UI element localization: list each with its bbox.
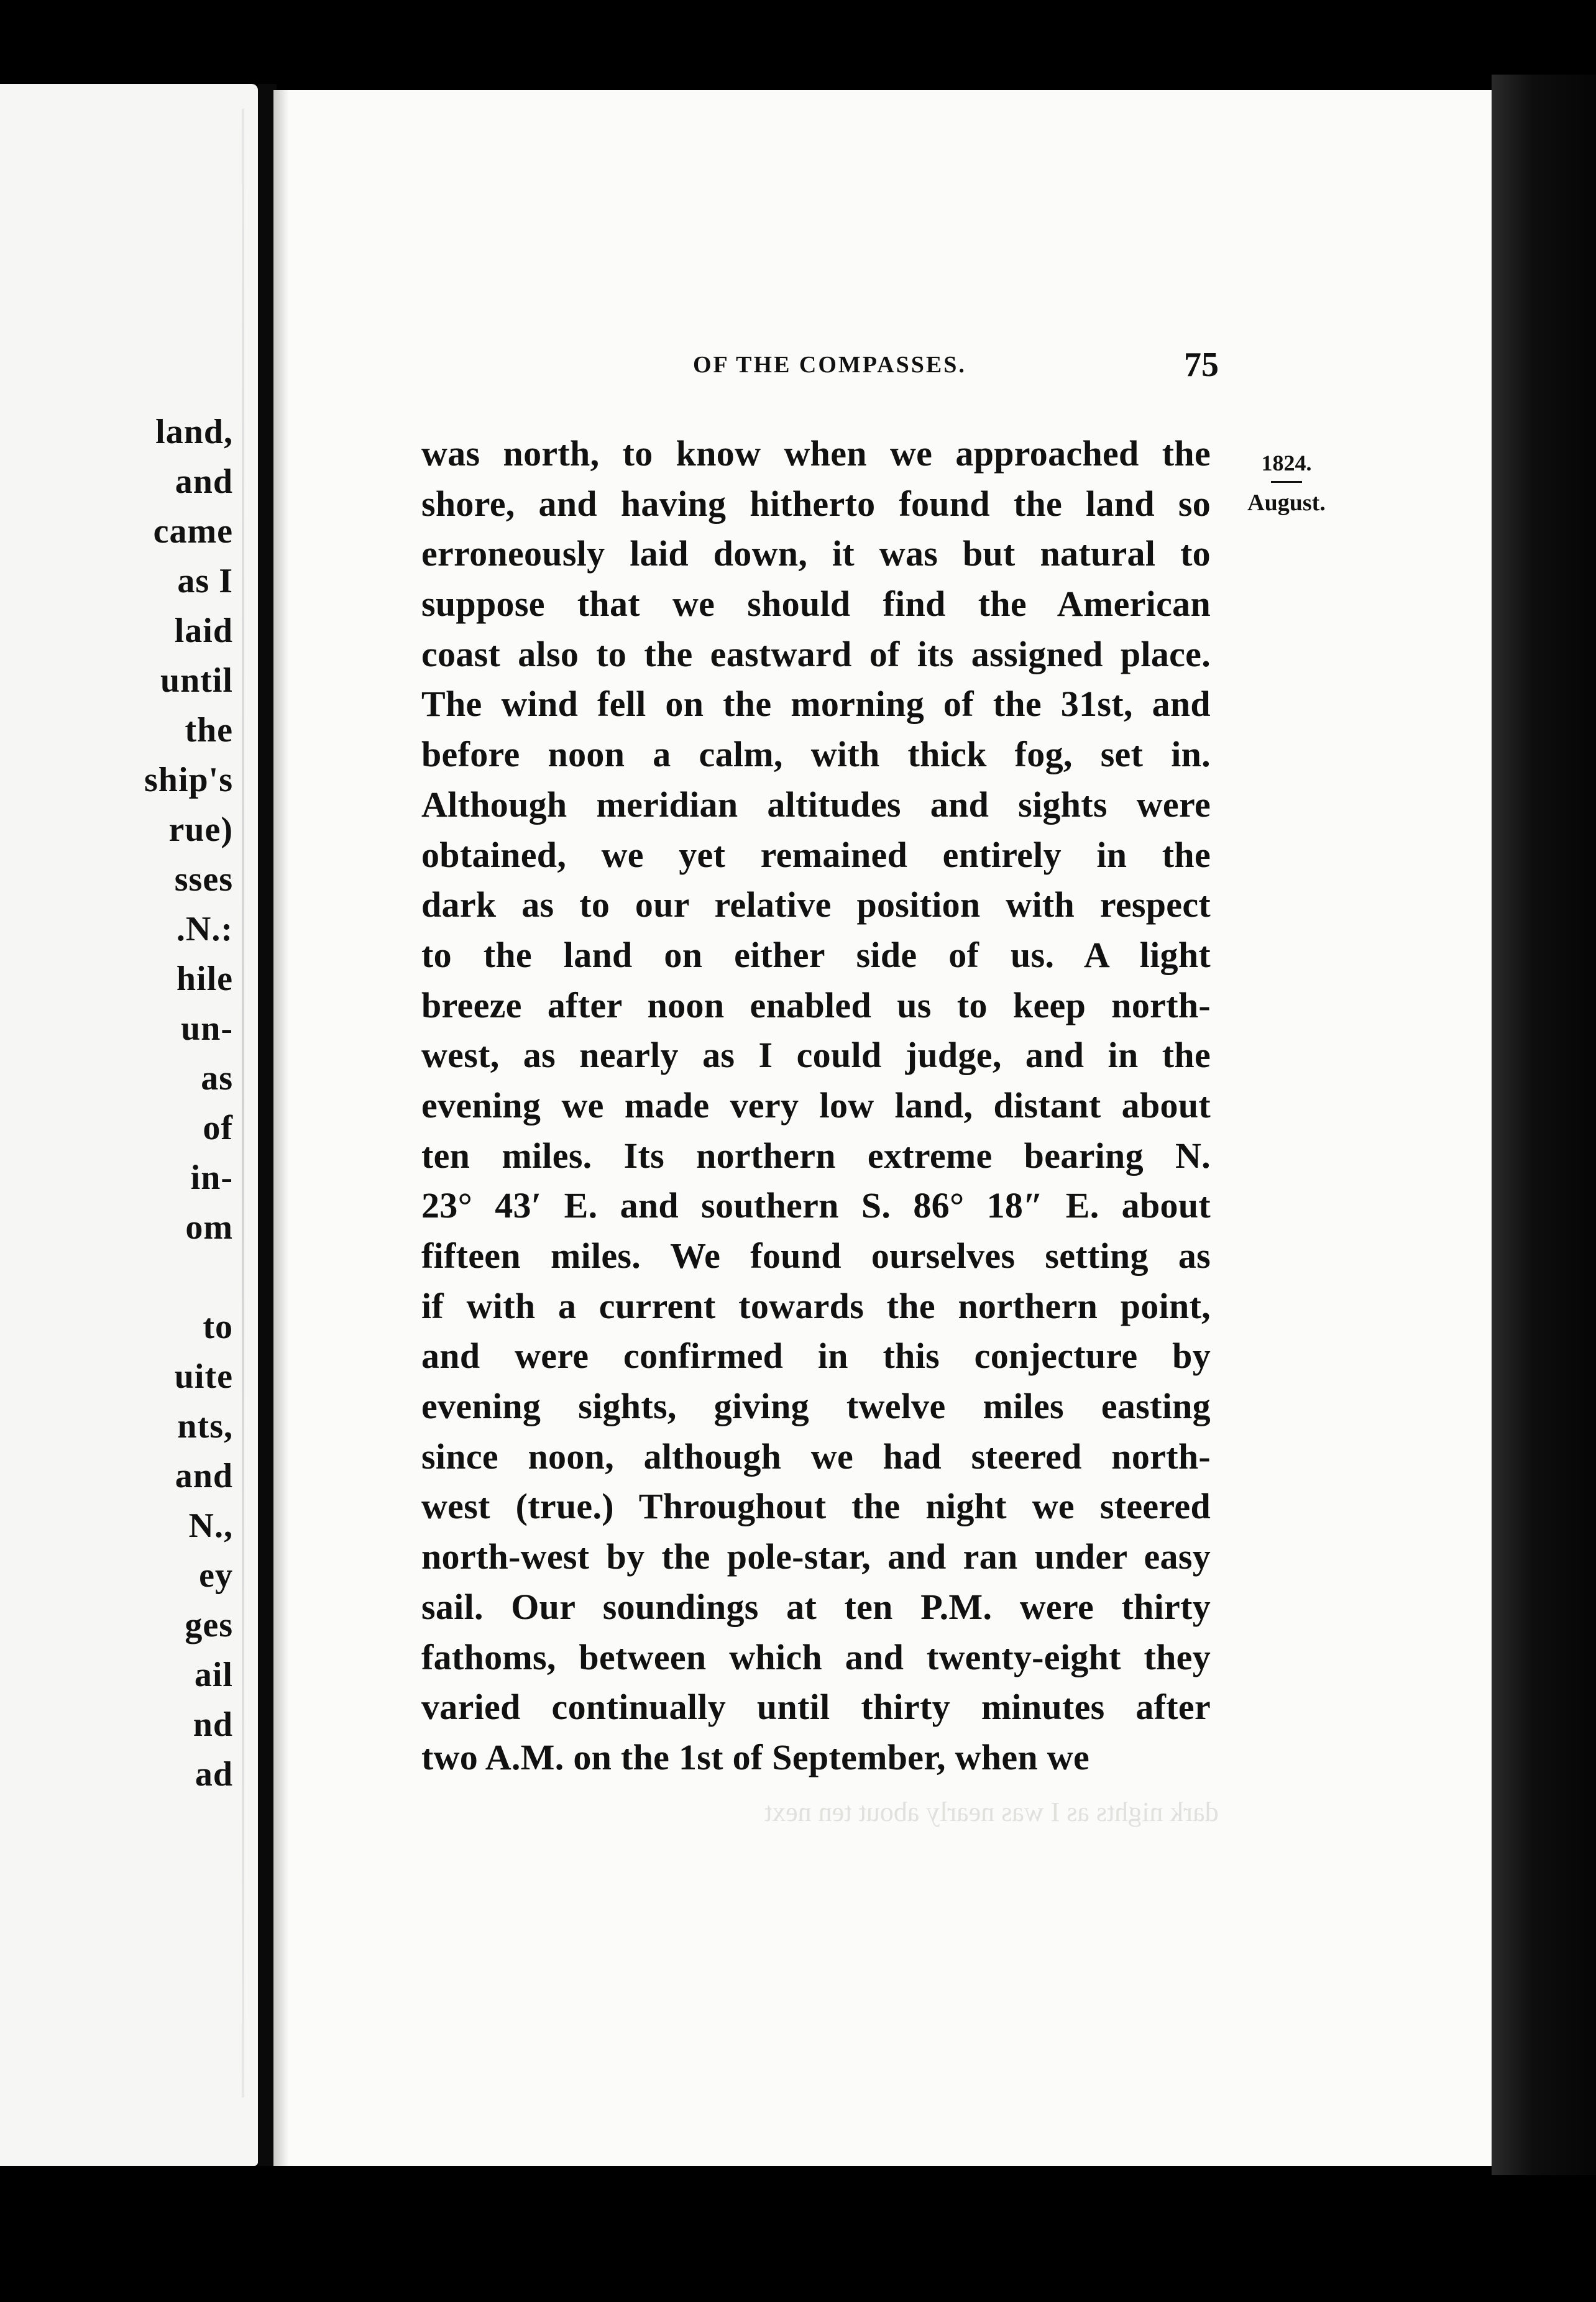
book-edge [1492,75,1596,2175]
running-header: OF THE COMPASSES. [693,352,966,378]
text-line: 23° 43′ E. and southern S. 86° 18″ E. about [421,1185,1211,1226]
previous-page-fragment: rue) [168,810,233,849]
previous-page-fragment: .N.: [176,910,233,948]
text-line: was north, to know when we approached the [421,433,1211,474]
text-line: since noon, although we had steered north- [421,1436,1211,1477]
margin-note-month: August. [1247,490,1326,516]
previous-page-fragment: un- [181,1009,233,1048]
margin-note [1234,447,1339,518]
previous-page-fragment: hile [176,960,233,998]
previous-page-fragment: ship's [144,761,233,799]
previous-page-fragment: came [153,512,233,551]
previous-page-fragment: as I [177,562,233,600]
text-line: coast also to the eastward of its assigned place. [421,633,1211,674]
previous-page-fragment: and [175,1457,233,1495]
text-line: suppose that we should find the American [421,584,1211,625]
previous-page-fragment: ey [199,1556,233,1595]
previous-page-fragment: land, [155,413,233,451]
text-line: erroneously laid down, it was but natural to [421,533,1211,574]
text-line: shore, and having hitherto found the land so [421,483,1211,524]
previous-page-fragment: ad [195,1755,233,1794]
text-line: varied continually until thirty minutes after [421,1687,1211,1728]
previous-page-fragment: nd [193,1705,233,1744]
page-fold-shadow [273,90,289,2166]
previous-page-fragment: sses [174,860,233,899]
previous-page-fragment: laid [174,612,233,650]
text-line: west (true.) Throughout the night we steered [421,1486,1211,1527]
previous-page-fragment: uite [174,1357,233,1396]
text-line: before noon a calm, with thick fog, set in. [421,734,1211,775]
text-line: ten miles. Its northern extreme bearing N. [421,1135,1211,1176]
text-line: to the land on either side of us. A light [421,934,1211,975]
body-text [421,429,1211,1783]
text-line: fathoms, between which and twenty-eight they [421,1636,1211,1677]
text-line: evening we made very low land, distant about [421,1085,1211,1126]
previous-page-fragment: to [203,1308,233,1346]
previous-page-fragment [144,1252,233,1302]
text-line: west, as nearly as I could judge, and in the [421,1035,1211,1076]
text-line: fifteen miles. We found ourselves setting as [421,1236,1211,1276]
margin-note-rule [1271,481,1302,483]
text-line: north-west by the pole-star, and ran under easy [421,1536,1211,1577]
previous-page-fragment: ail [194,1656,233,1694]
text-line: if with a current towards the northern point, [421,1285,1211,1326]
bleed-through-text: dark nights as I was nearly about ten next [764,1797,1219,1827]
text-line: and were confirmed in this conjecture by [421,1336,1211,1377]
previous-page-fragment: N., [188,1506,233,1545]
page-number: 75 [1184,346,1219,384]
previous-page-fragment: om [185,1208,233,1247]
previous-page-fragment: the [185,711,233,750]
previous-page-fragment: and [175,462,233,501]
previous-page-fragment: in- [190,1158,233,1197]
text-line: dark as to our relative position with respect [421,884,1211,925]
text-line: evening sights, giving twelve miles easting [421,1386,1211,1427]
text-line: obtained, we yet remained entirely in the [421,834,1211,875]
previous-page [0,84,258,2166]
previous-page-fragment: of [203,1109,233,1147]
previous-page-fragment: as [201,1059,233,1098]
margin-note-year: 1824. [1261,451,1312,475]
text-line: Although meridian altitudes and sights were [421,784,1211,825]
previous-page-fragment: ges [185,1606,233,1644]
previous-page-text-fragments [144,407,233,1799]
text-line: The wind fell on the morning of the 31st, and [421,684,1211,725]
text-line: two A.M. on the 1st of September, when we [421,1736,1090,1777]
text-line: breeze after noon enabled us to keep north- [421,984,1211,1025]
text-line: sail. Our soundings at ten P.M. were thirty [421,1586,1211,1627]
previous-page-fragment: nts, [177,1407,233,1446]
previous-page-fragment: until [160,661,233,700]
